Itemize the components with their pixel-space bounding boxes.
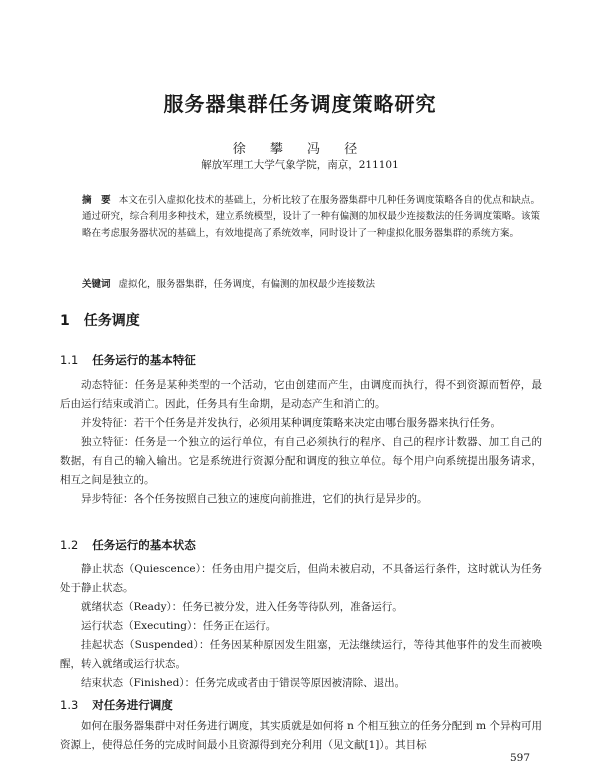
paper-affiliation: 解放军理工大学气象学院，南京，211101 (201, 159, 399, 171)
paragraph: 异步特征：各个任务按照自己独立的速度向前推进，它们的执行是异步的。 (81, 493, 428, 505)
section-1-2-title: 任务运行的基本状态 (92, 538, 196, 552)
section-1-3-title: 对任务进行调度 (92, 698, 173, 712)
page-number: 597 (510, 752, 531, 764)
section-1-2-body (60, 560, 542, 693)
keywords-label: 关键词 (82, 279, 111, 290)
paragraph: 结束状态（Finished）：任务完成或者由于错误等原因被清除、退出。 (81, 677, 406, 689)
section-1-1-number: 1.1 (60, 353, 79, 367)
section-1-heading (60, 310, 140, 330)
section-1-1-heading (60, 352, 196, 368)
paragraph: 就绪状态（Ready）：任务已被分发，进入任务等待队列，准备运行。 (81, 601, 403, 613)
section-1-3-heading (60, 697, 173, 713)
keywords-text: 虚拟化，服务器集群，任务调度，有偏测的加权最少连接数法 (118, 279, 376, 290)
section-1-1-body (60, 376, 542, 509)
section-1-3-number: 1.3 (60, 698, 79, 712)
paper-authors: 徐 攀 冯 径 (232, 142, 368, 157)
paragraph: 动态特征：任务是某种类型的一个活动，它由创建而产生，由调度而执行，得不到资源而暂停，最后由运行结束或消亡。因此，任务具有生命期，是动态产生和消亡的。 (60, 379, 542, 410)
keywords-block (82, 277, 540, 293)
abstract-label: 摘 要 (82, 195, 111, 206)
section-1-2-number: 1.2 (60, 538, 79, 552)
paragraph: 静止状态（Quiescence）：任务由用户提交后，但尚未被启动，不具备运行条件，这时就认为任务处于静止状态。 (60, 563, 542, 594)
section-1-3-body (60, 717, 542, 755)
paragraph: 挂起状态（Suspended）：任务因某种原因发生阻塞，无法继续运行，等待其他事件的发生而被唤醒，转入就绪或运行状态。 (60, 639, 542, 670)
section-1-2-heading (60, 537, 196, 553)
paper-title: 服务器集群任务调度策略研究 (163, 92, 437, 116)
paragraph: 运行状态（Executing）：任务正在运行。 (81, 620, 277, 632)
paragraph: 并发特征：若干个任务是并发执行，必须用某种调度策略来决定由哪台服务器来执行任务。 (81, 417, 501, 429)
paragraph: 如何在服务器集群中对任务进行调度，其实质就是如何将 n 个相互独立的任务分配到 m 个异构可用资源上，使得总任务的完成时间最小且资源得到充分利用（见文献[1]）。其目标 (60, 720, 542, 751)
section-1-1-title: 任务运行的基本特征 (92, 353, 196, 367)
abstract-block (82, 193, 540, 242)
section-1-title: 任务调度 (83, 313, 140, 329)
abstract-text: 本文在引入虚拟化技术的基础上，分析比较了在服务器集群中几种任务调度策略各自的优点和缺点。通过研究，综合利用多种技术，建立系统模型，设计了一种有偏测的加权最少连接数法的任务调度策略。该策略在考虑服务器状况的基础上，有效地提高了系统效率，同时设计了一种虚拟化服务器集群的系统方案。 (82, 195, 540, 239)
section-1-number: 1 (60, 313, 70, 329)
paragraph: 独立特征：任务是一个独立的运行单位，有自己必须执行的程序、自己的程序计数器、加工自己的数据，有自己的输入输出。它是系统进行资源分配和调度的独立单位。每个用户向系统提出服务请求，相互之间是独立的。 (60, 436, 542, 486)
